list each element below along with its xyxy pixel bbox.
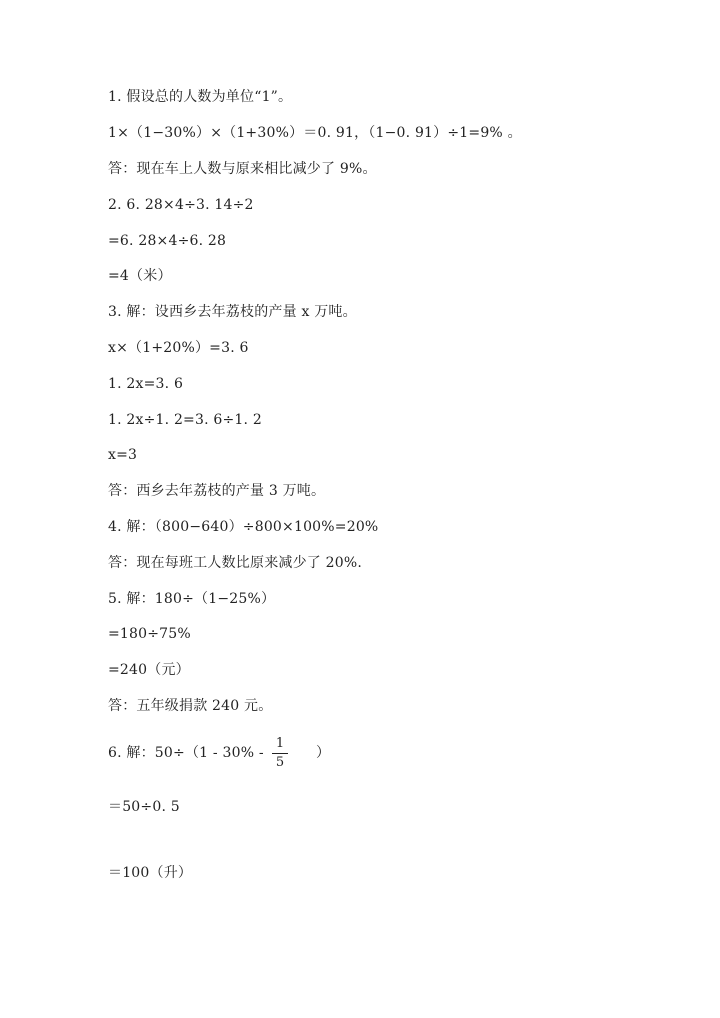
text-line-10: 1. 2x÷1. 2=3. 6÷1. 2 <box>108 412 262 428</box>
text-line-18: 答：五年级捐款 240 元。 <box>108 698 273 714</box>
fraction-close-paren: ） <box>316 745 330 761</box>
text-line-2: 1×（1−30%）×（1+30%）＝0. 91，（1−0. 91）÷1=9% 。 <box>108 125 522 141</box>
text-line-15: 5. 解：180÷（1−25%） <box>108 591 276 607</box>
text-line-7: 3. 解：设西乡去年荔枝的产量 x 万吨。 <box>108 304 357 320</box>
text-line-6: =4（米） <box>108 268 172 284</box>
text-line-21: ＝100（升） <box>108 865 193 881</box>
text-line-11: x=3 <box>108 447 138 463</box>
text-line-13: 4. 解：（800−640）÷800×100%=20% <box>108 519 379 535</box>
fraction-one-fifth <box>272 737 288 770</box>
text-line-19: 6. 解：50÷（1 - 30% - <box>108 745 264 761</box>
text-line-16: =180÷75% <box>108 626 191 642</box>
text-line-1: 1. 假设总的人数为单位“1”。 <box>108 89 293 105</box>
text-line-17: =240（元） <box>108 662 190 678</box>
fraction-bar <box>272 753 288 754</box>
text-line-5: =6. 28×4÷6. 28 <box>108 233 227 249</box>
fraction-numerator: 1 <box>275 736 285 751</box>
text-line-20: ＝50÷0. 5 <box>108 799 180 815</box>
text-line-14: 答：现在每班工人数比原来减少了 20%. <box>108 555 363 571</box>
fraction-denominator: 5 <box>275 755 285 770</box>
text-line-9: 1. 2x=3. 6 <box>108 376 184 392</box>
text-line-3: 答：现在车上人数与原来相比减少了 9%。 <box>108 161 377 177</box>
text-line-12: 答：西乡去年荔枝的产量 3 万吨。 <box>108 483 326 499</box>
text-line-8: x×（1+20%）=3. 6 <box>108 340 249 356</box>
text-line-4: 2. 6. 28×4÷3. 14÷2 <box>108 197 254 213</box>
